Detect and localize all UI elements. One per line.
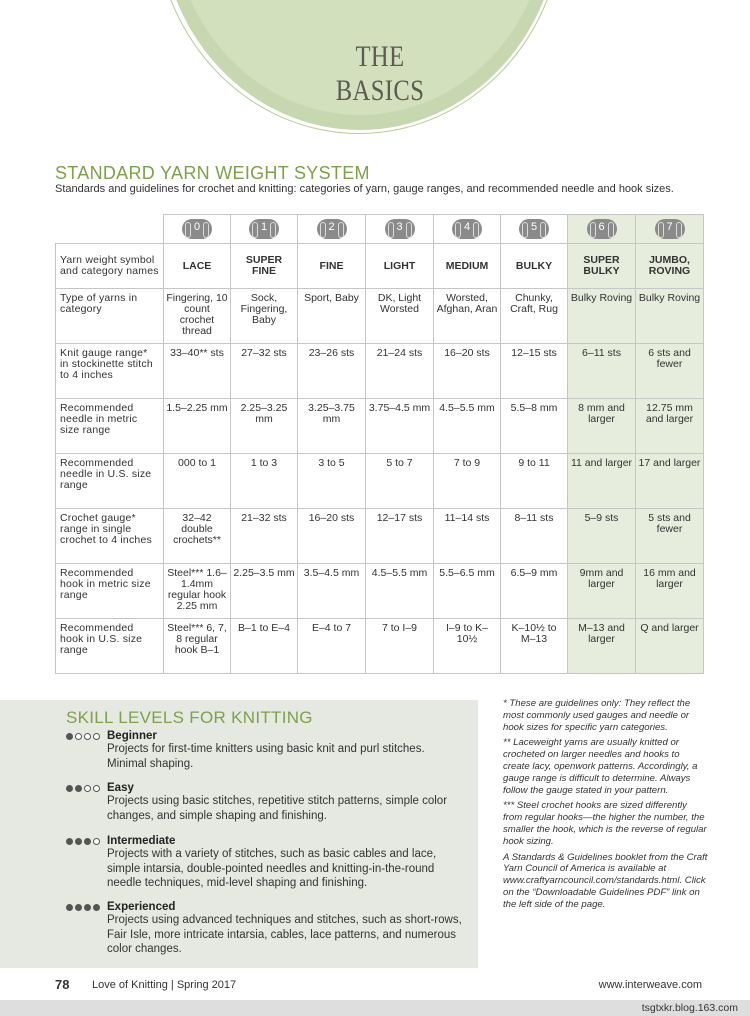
yarn-skein-icon <box>385 219 415 239</box>
table-cell: 1 to 3 <box>231 454 298 509</box>
skill-dot <box>66 838 73 845</box>
yarn-skein-icon <box>587 219 617 239</box>
skill-level-heading <box>66 782 466 794</box>
yarn-symbol-cell <box>164 215 231 244</box>
row-header: Knit gauge range* in stockinette stitch to 4 inches <box>56 344 164 399</box>
table-cell: 5.5–8 mm <box>501 399 568 454</box>
yarn-skein-icon <box>452 219 482 239</box>
table-cell: Sock, Fingering, Baby <box>231 289 298 344</box>
table-cell: Bulky Roving <box>636 289 704 344</box>
table-cell: 1.5–2.25 mm <box>164 399 231 454</box>
section-title: STANDARD YARN WEIGHT SYSTEM <box>55 163 370 183</box>
table-cell: 33–40** sts <box>164 344 231 399</box>
table-cell: 6.5–9 mm <box>501 564 568 619</box>
table-cell: 7 to I–9 <box>366 619 434 674</box>
table-cell: 6–11 sts <box>568 344 636 399</box>
table-cell: 2.25–3.25 mm <box>231 399 298 454</box>
row-header: Crochet gauge* range in single crochet to 4 inches <box>56 509 164 564</box>
table-cell: 9 to 11 <box>501 454 568 509</box>
skill-dot <box>93 733 100 740</box>
yarn-symbol-number: 7 <box>666 221 673 233</box>
table-cell: LIGHT <box>366 244 434 289</box>
table-cell: LACE <box>164 244 231 289</box>
skill-dots-icon <box>66 785 107 792</box>
table-cell: 4.5–5.5 mm <box>366 564 434 619</box>
table-cell: 23–26 sts <box>298 344 366 399</box>
yarn-symbol-cell <box>636 215 704 244</box>
table-cell: 12–15 sts <box>501 344 568 399</box>
table-cell: 4.5–5.5 mm <box>434 399 501 454</box>
skill-dot <box>66 785 73 792</box>
skill-level <box>66 901 466 957</box>
page-title: THE BASICS <box>335 40 425 107</box>
yarn-symbol-cell <box>568 215 636 244</box>
table-cell: 11–14 sts <box>434 509 501 564</box>
table-cell: 27–32 sts <box>231 344 298 399</box>
skill-dot <box>93 838 100 845</box>
table-cell: 21–24 sts <box>366 344 434 399</box>
section-subtitle: Standards and guidelines for crochet and knitting: categories of yarn, gauge ranges, and recommended needle and hook sizes. <box>55 183 674 195</box>
table-row <box>56 344 704 399</box>
skill-level <box>66 835 466 891</box>
yarn-symbol-cell <box>434 215 501 244</box>
table-row <box>56 454 704 509</box>
table-cell: BULKY <box>501 244 568 289</box>
skill-dot <box>75 838 82 845</box>
skill-dot <box>75 733 82 740</box>
table-cell: Sport, Baby <box>298 289 366 344</box>
table-cell: B–1 to E–4 <box>231 619 298 674</box>
table-cell: 16–20 sts <box>434 344 501 399</box>
table-cell: 2.25–3.5 mm <box>231 564 298 619</box>
yarn-symbol-number: 0 <box>193 221 201 233</box>
skill-level <box>66 730 466 771</box>
table-cell: 5 to 7 <box>366 454 434 509</box>
magazine-name: Love of Knitting <box>92 979 168 991</box>
magazine-credit: Love of Knitting | Spring 2017 <box>92 979 237 991</box>
table-cell: 32–42 double crochets** <box>164 509 231 564</box>
row-header: Recommended needle in U.S. size range <box>56 454 164 509</box>
table-row <box>56 564 704 619</box>
skill-dot <box>75 785 82 792</box>
skill-level-heading <box>66 730 466 742</box>
row-header: Recommended hook in U.S. size range <box>56 619 164 674</box>
table-cell: SUPER BULKY <box>568 244 636 289</box>
skill-dots-icon <box>66 733 107 740</box>
skill-dot <box>66 733 73 740</box>
skill-level-name: Intermediate <box>107 835 176 847</box>
table-cell: DK, Light Worsted <box>366 289 434 344</box>
table-cell: K–10½ to M–13 <box>501 619 568 674</box>
table-cell: 3.5–4.5 mm <box>298 564 366 619</box>
table-row <box>56 509 704 564</box>
table-cell: 5 sts and fewer <box>636 509 704 564</box>
watermark: tsgtxkr.blog.163.com <box>641 1002 738 1014</box>
table-cell: 17 and larger <box>636 454 704 509</box>
yarn-symbol-number: 5 <box>530 221 538 233</box>
skill-level-description: Projects using advanced techniques and stitches, such as short-rows, Fair Isle, more intricate intarsia, cables, lace patterns, and numerous color changes. <box>107 914 462 955</box>
table-cell: 7 to 9 <box>434 454 501 509</box>
table-row <box>56 289 704 344</box>
yarn-skein-icon <box>182 219 212 239</box>
footnote: ** Laceweight yarns are usually knitted or crocheted on larger needles and hooks to create lacy, openwork patterns. Accordingly, a gauge range is difficult to determine. Always follow the gauge stated in your pattern. <box>503 737 698 796</box>
table-cell: 11 and larger <box>568 454 636 509</box>
yarn-skein-icon <box>317 219 347 239</box>
table-cell: Q and larger <box>636 619 704 674</box>
skill-level-description: Projects for first-time knitters using basic knit and purl stitches. Minimal shaping. <box>107 743 425 770</box>
skill-level-description: Projects using basic stitches, repetitive stitch patterns, simple color changes, and simple shaping and finishing. <box>107 795 448 822</box>
row-header: Type of yarns in category <box>56 289 164 344</box>
skill-dot <box>75 904 82 911</box>
table-cell: 9mm and larger <box>568 564 636 619</box>
footnotes <box>503 698 708 915</box>
skill-level-heading <box>66 901 466 913</box>
table-cell: 5–9 sts <box>568 509 636 564</box>
table-cell: JUMBO, ROVING <box>636 244 704 289</box>
skill-dot <box>93 904 100 911</box>
skill-level <box>66 782 466 823</box>
row-header: Yarn weight symbol and category names <box>56 244 164 289</box>
yarn-symbol-number: 3 <box>396 221 403 233</box>
table-corner <box>56 215 164 244</box>
yarn-symbol-cell <box>501 215 568 244</box>
issue-name: Spring 2017 <box>176 979 237 991</box>
table-row <box>56 399 704 454</box>
table-cell: FINE <box>298 244 366 289</box>
footnote: * These are guidelines only: They reflect the most commonly used gauges and needle or hook sizes for specific yarn categories. <box>503 698 691 733</box>
skill-level-heading <box>66 835 466 847</box>
skill-dot <box>84 733 91 740</box>
skill-level-name: Beginner <box>107 730 157 742</box>
table-cell: Worsted, Afghan, Aran <box>434 289 501 344</box>
skill-dots-icon <box>66 904 107 911</box>
yarn-skein-icon <box>655 219 685 239</box>
table-cell: 16–20 sts <box>298 509 366 564</box>
yarn-symbol-cell <box>298 215 366 244</box>
table-cell: 000 to 1 <box>164 454 231 509</box>
table-cell: 8–11 sts <box>501 509 568 564</box>
table-cell: 21–32 sts <box>231 509 298 564</box>
yarn-symbol-number: 1 <box>260 221 268 233</box>
table-cell: Chunky, Craft, Rug <box>501 289 568 344</box>
skill-dot <box>93 785 100 792</box>
table-cell: 12.75 mm and larger <box>636 399 704 454</box>
yarn-symbol-cell <box>231 215 298 244</box>
row-header: Recommended needle in metric size range <box>56 399 164 454</box>
footnote: *** Steel crochet hooks are sized differently from regular hooks—the higher the number, the smaller the hook, which is the reverse of regular hook sizing. <box>503 800 707 847</box>
table-cell: I–9 to K–10½ <box>434 619 501 674</box>
table-cell: 5.5–6.5 mm <box>434 564 501 619</box>
yarn-symbol-number: 6 <box>598 221 605 233</box>
table-cell: SUPER FINE <box>231 244 298 289</box>
yarn-symbol-number: 2 <box>328 221 335 233</box>
yarn-symbol-number: 4 <box>463 221 471 233</box>
footnote: A Standards & Guidelines booklet from the Craft Yarn Council of America is available at www.craftyarncouncil.com/standards.html. Click on the “Downloadable Guidelines PDF” link on the left side of the page. <box>503 851 708 910</box>
skill-dot <box>84 785 91 792</box>
yarn-skein-icon <box>249 219 279 239</box>
table-cell: M–13 and larger <box>568 619 636 674</box>
table-cell: MEDIUM <box>434 244 501 289</box>
table-cell: 3.75–4.5 mm <box>366 399 434 454</box>
yarn-skein-icon <box>519 219 549 239</box>
table-cell: Fingering, 10 count crochet thread <box>164 289 231 344</box>
skill-levels-title: SKILL LEVELS FOR KNITTING <box>66 708 313 727</box>
skill-level-name: Easy <box>107 782 134 794</box>
table-row <box>56 619 704 674</box>
yarn-weight-table <box>55 214 704 674</box>
yarn-symbol-cell <box>366 215 434 244</box>
table-cell: 8 mm and larger <box>568 399 636 454</box>
skill-level-name: Experienced <box>107 901 176 913</box>
table-cell: E–4 to 7 <box>298 619 366 674</box>
website-link[interactable]: www.interweave.com <box>598 979 702 991</box>
table-cell: 3 to 5 <box>298 454 366 509</box>
skill-dot <box>84 838 91 845</box>
skill-dots-icon <box>66 838 107 845</box>
skill-dot <box>66 904 73 911</box>
watermark-bar <box>0 1000 750 1016</box>
table-cell: Steel*** 1.6–1.4mm regular hook 2.25 mm <box>164 564 231 619</box>
skill-dot <box>84 904 91 911</box>
page-number: 78 <box>55 977 70 992</box>
table-cell: 12–17 sts <box>366 509 434 564</box>
row-header: Recommended hook in metric size range <box>56 564 164 619</box>
skill-level-description: Projects with a variety of stitches, such as basic cables and lace, simple intarsia, double-pointed needles and knitting-in-the-round needle techniques, mid-level shaping and finishing. <box>107 848 437 889</box>
table-row <box>56 244 704 289</box>
table-cell: Bulky Roving <box>568 289 636 344</box>
table-cell: 16 mm and larger <box>636 564 704 619</box>
table-cell: 6 sts and fewer <box>636 344 704 399</box>
table-cell: Steel*** 6, 7, 8 regular hook B–1 <box>164 619 231 674</box>
table-cell: 3.25–3.75 mm <box>298 399 366 454</box>
